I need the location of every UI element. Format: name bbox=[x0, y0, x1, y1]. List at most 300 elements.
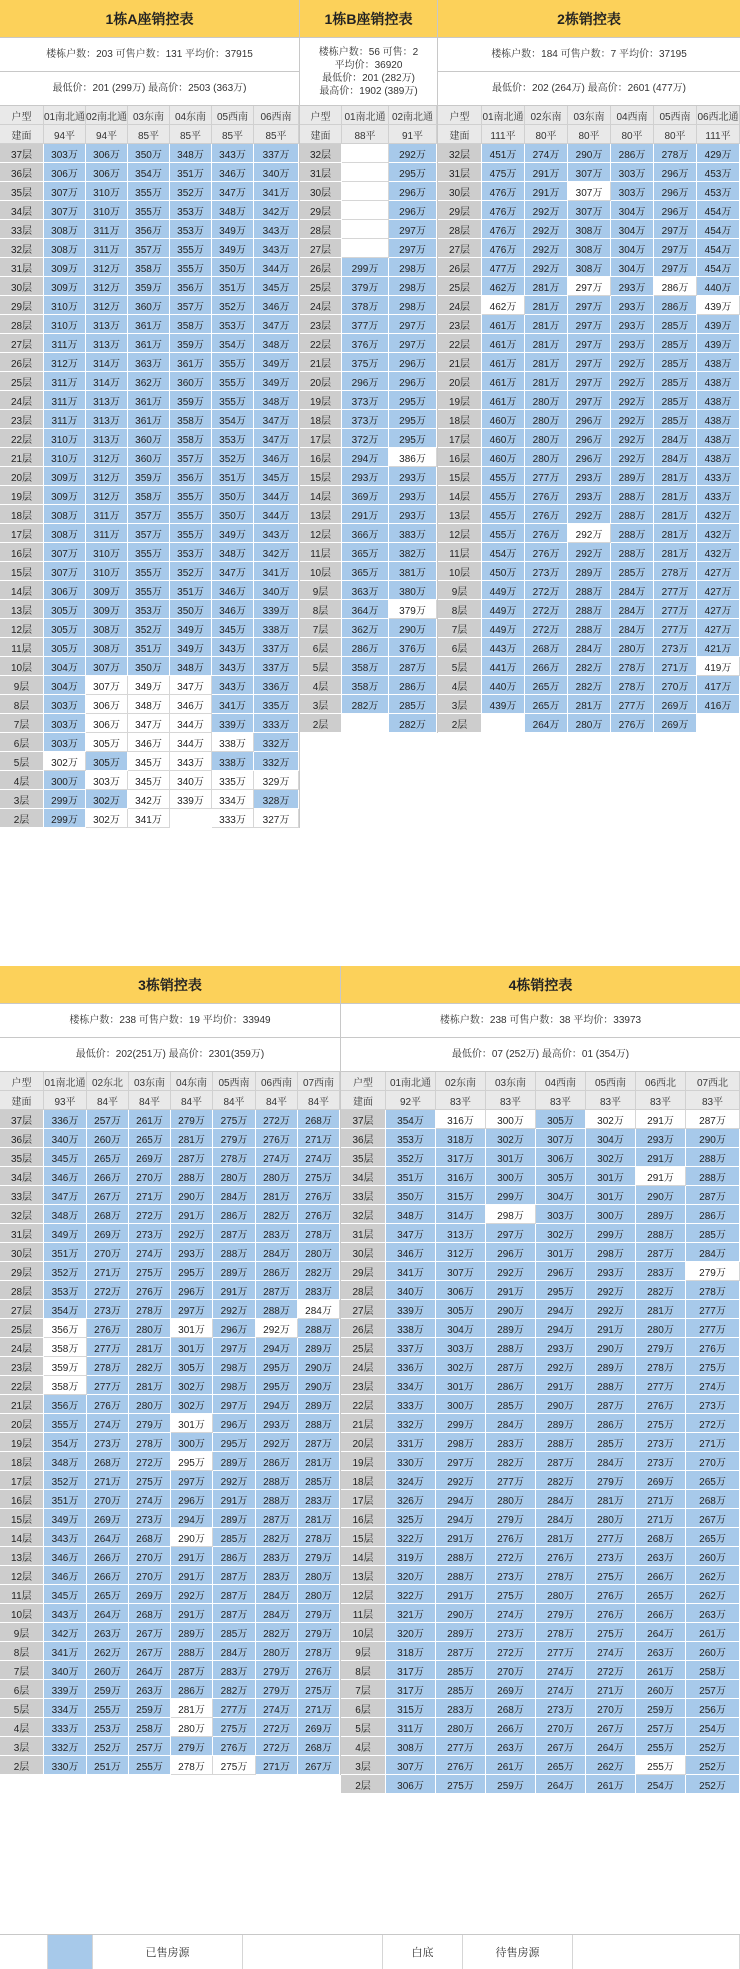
unit-available: 306万 bbox=[86, 695, 128, 714]
unit-sold: 288万 bbox=[568, 600, 611, 619]
table-price-range: 最低价：07 (252万) 最高价：01 (354万) bbox=[341, 1038, 740, 1072]
floor-label: 8层 bbox=[341, 1661, 386, 1680]
unit-sold: 297万 bbox=[171, 1300, 213, 1319]
unit-sold: 348万 bbox=[212, 201, 254, 220]
unit-sold: 365万 bbox=[342, 543, 389, 562]
unit-sold: 343万 bbox=[212, 676, 254, 695]
unit-sold: 283万 bbox=[298, 1281, 340, 1300]
unit-sold: 293万 bbox=[636, 1129, 686, 1148]
unit-available: 278万 bbox=[171, 1756, 213, 1775]
unit-available bbox=[342, 144, 389, 163]
unit-available: 386万 bbox=[389, 448, 437, 467]
unit-sold: 362万 bbox=[342, 619, 389, 638]
unit-sold: 340万 bbox=[254, 581, 299, 600]
unit-sold: 343万 bbox=[254, 220, 299, 239]
unit-sold: 297万 bbox=[568, 353, 611, 372]
unit-sold: 355万 bbox=[128, 581, 170, 600]
unit-sold: 289万 bbox=[611, 467, 654, 486]
table-summary: 楼栋户数：203 可售户数：131 平均价：37915 bbox=[0, 38, 299, 72]
unit-sold: 289万 bbox=[213, 1262, 256, 1281]
unit-sold: 304万 bbox=[611, 258, 654, 277]
unit-sold: 312万 bbox=[86, 467, 128, 486]
unit-header: 06西北通 bbox=[697, 106, 740, 125]
unit-sold: 286万 bbox=[213, 1205, 256, 1224]
unit-header: 02东南 bbox=[436, 1072, 486, 1091]
unit-sold: 281万 bbox=[256, 1186, 298, 1205]
unit-sold: 293万 bbox=[611, 296, 654, 315]
unit-sold: 263万 bbox=[486, 1737, 536, 1756]
unit-sold: 307万 bbox=[44, 182, 86, 201]
unit-sold: 281万 bbox=[654, 505, 697, 524]
unit-sold: 306万 bbox=[436, 1281, 486, 1300]
floor-label: 26层 bbox=[0, 353, 44, 372]
unit-sold: 417万 bbox=[697, 676, 740, 695]
unit-sold: 355万 bbox=[212, 372, 254, 391]
floor-label: 16层 bbox=[300, 448, 342, 467]
unit-sold: 295万 bbox=[389, 163, 437, 182]
unit-sold: 276万 bbox=[525, 505, 568, 524]
unit-sold: 265万 bbox=[87, 1585, 129, 1604]
unit-sold: 347万 bbox=[212, 562, 254, 581]
floor-label: 9层 bbox=[438, 581, 482, 600]
unit-sold: 271万 bbox=[256, 1756, 298, 1775]
unit-sold: 280万 bbox=[256, 1167, 298, 1186]
unit-sold: 308万 bbox=[568, 258, 611, 277]
floor-label: 24层 bbox=[0, 391, 44, 410]
unit-sold: 476万 bbox=[482, 201, 525, 220]
unit-sold: 286万 bbox=[486, 1376, 536, 1395]
unit-sold: 339万 bbox=[254, 600, 299, 619]
unit-sold: 290万 bbox=[486, 1300, 536, 1319]
unit-available: 338万 bbox=[212, 733, 254, 752]
unit-available: 279万 bbox=[686, 1262, 740, 1281]
unit-sold: 337万 bbox=[386, 1338, 436, 1357]
unit-sold: 264万 bbox=[87, 1528, 129, 1547]
unit-sold: 350万 bbox=[212, 258, 254, 277]
unit-available: 339万 bbox=[170, 790, 212, 809]
unit-sold: 305万 bbox=[44, 600, 86, 619]
unit-sold: 306万 bbox=[44, 581, 86, 600]
unit-sold: 281万 bbox=[525, 353, 568, 372]
unit-sold: 460万 bbox=[482, 448, 525, 467]
unit-sold: 293万 bbox=[568, 486, 611, 505]
unit-sold: 296万 bbox=[486, 1243, 536, 1262]
unit-header: 06西南 bbox=[254, 106, 299, 125]
floor-label: 28层 bbox=[0, 1281, 44, 1300]
unit-sold: 292万 bbox=[389, 144, 437, 163]
unit-sold: 476万 bbox=[482, 220, 525, 239]
unit-sold: 287万 bbox=[171, 1148, 213, 1167]
unit-sold: 277万 bbox=[213, 1699, 256, 1718]
unit-sold: 280万 bbox=[298, 1585, 340, 1604]
unit-sold: 439万 bbox=[697, 315, 740, 334]
floor-label: 28层 bbox=[438, 220, 482, 239]
unit-sold: 293万 bbox=[342, 467, 389, 486]
floor-label: 26层 bbox=[341, 1319, 386, 1338]
unit-sold: 290万 bbox=[298, 1376, 340, 1395]
unit-sold: 252万 bbox=[686, 1775, 740, 1794]
unit-sold: 258万 bbox=[686, 1661, 740, 1680]
unit-sold: 281万 bbox=[129, 1338, 171, 1357]
unit-sold: 460万 bbox=[482, 429, 525, 448]
unit-sold: 276万 bbox=[525, 543, 568, 562]
unit-sold: 267万 bbox=[586, 1718, 636, 1737]
unit-sold: 293万 bbox=[611, 277, 654, 296]
unit-sold: 453万 bbox=[697, 182, 740, 201]
unit-sold: 269万 bbox=[298, 1718, 340, 1737]
unit-sold: 285万 bbox=[654, 372, 697, 391]
floor-label: 21层 bbox=[300, 353, 342, 372]
floor-label: 15层 bbox=[300, 467, 342, 486]
unit-sold: 361万 bbox=[128, 410, 170, 429]
unit-sold: 281万 bbox=[298, 1452, 340, 1471]
unit-sold: 339万 bbox=[44, 1680, 87, 1699]
unit-sold: 460万 bbox=[482, 410, 525, 429]
unit-sold: 308万 bbox=[44, 220, 86, 239]
unit-sold: 267万 bbox=[129, 1623, 171, 1642]
unit-sold: 266万 bbox=[636, 1566, 686, 1585]
area-label: 建面 bbox=[0, 1091, 44, 1110]
unit-sold: 359万 bbox=[128, 277, 170, 296]
unit-sold: 296万 bbox=[389, 372, 437, 391]
unit-sold: 288万 bbox=[536, 1433, 586, 1452]
unit-sold: 284万 bbox=[486, 1414, 536, 1433]
unit-sold: 273万 bbox=[525, 562, 568, 581]
unit-sold: 274万 bbox=[525, 144, 568, 163]
unit-sold: 264万 bbox=[87, 1604, 129, 1623]
unit-sold: 288万 bbox=[436, 1566, 486, 1585]
unit-area: 91平 bbox=[389, 125, 437, 144]
unit-sold: 357万 bbox=[128, 524, 170, 543]
unit-sold: 276万 bbox=[129, 1281, 171, 1300]
unit-sold: 271万 bbox=[87, 1471, 129, 1490]
unit-available: 287万 bbox=[686, 1110, 740, 1129]
sales-grid bbox=[438, 106, 740, 733]
floor-label: 24层 bbox=[438, 296, 482, 315]
unit-sold: 282万 bbox=[213, 1680, 256, 1699]
legend-spacer bbox=[243, 1935, 383, 1969]
unit-sold: 341万 bbox=[386, 1262, 436, 1281]
unit-sold: 306万 bbox=[44, 163, 86, 182]
unit-sold: 311万 bbox=[86, 505, 128, 524]
unit-sold: 289万 bbox=[486, 1319, 536, 1338]
unit-sold: 427万 bbox=[697, 581, 740, 600]
unit-available: 303万 bbox=[86, 771, 128, 790]
unit-sold: 291万 bbox=[525, 163, 568, 182]
unit-sold: 352万 bbox=[212, 296, 254, 315]
unit-sold: 312万 bbox=[436, 1243, 486, 1262]
unit-available bbox=[482, 714, 525, 733]
unit-sold: 317万 bbox=[386, 1661, 436, 1680]
unit-sold: 292万 bbox=[436, 1471, 486, 1490]
unit-sold: 296万 bbox=[171, 1281, 213, 1300]
unit-sold: 291万 bbox=[636, 1148, 686, 1167]
unit-sold: 303万 bbox=[44, 733, 86, 752]
unit-sold: 276万 bbox=[298, 1661, 340, 1680]
unit-sold: 292万 bbox=[568, 543, 611, 562]
unit-sold: 281万 bbox=[654, 467, 697, 486]
unit-sold: 353万 bbox=[170, 201, 212, 220]
unit-sold: 345万 bbox=[212, 619, 254, 638]
unit-sold: 271万 bbox=[636, 1509, 686, 1528]
unit-sold: 282万 bbox=[568, 657, 611, 676]
unit-sold: 291万 bbox=[486, 1281, 536, 1300]
floor-label: 15层 bbox=[438, 467, 482, 486]
unit-available: 342万 bbox=[128, 790, 170, 809]
unit-sold: 278万 bbox=[298, 1528, 340, 1547]
unit-sold: 454万 bbox=[482, 543, 525, 562]
unit-sold: 286万 bbox=[171, 1680, 213, 1699]
unit-header: 01南北通 bbox=[44, 106, 86, 125]
table-price-range: 最低价：202(251万) 最高价：2301(359万) bbox=[0, 1038, 340, 1072]
floor-label: 4层 bbox=[0, 771, 44, 790]
unit-header: 02南北通 bbox=[86, 106, 128, 125]
floor-label: 20层 bbox=[300, 372, 342, 391]
unit-sold: 358万 bbox=[342, 657, 389, 676]
unit-sold: 280万 bbox=[568, 714, 611, 733]
unit-sold: 282万 bbox=[256, 1205, 298, 1224]
unit-sold: 312万 bbox=[86, 448, 128, 467]
unit-header: 04东南 bbox=[170, 106, 212, 125]
unit-sold: 355万 bbox=[170, 524, 212, 543]
unit-sold: 271万 bbox=[686, 1433, 740, 1452]
unit-sold: 291万 bbox=[536, 1376, 586, 1395]
unit-sold: 284万 bbox=[213, 1642, 256, 1661]
unit-sold: 278万 bbox=[536, 1566, 586, 1585]
unit-sold: 355万 bbox=[170, 258, 212, 277]
floor-label: 20层 bbox=[0, 1414, 44, 1433]
floor-label: 16层 bbox=[0, 1490, 44, 1509]
unit-sold: 269万 bbox=[486, 1680, 536, 1699]
unit-sold: 266万 bbox=[486, 1718, 536, 1737]
floor-label: 4层 bbox=[0, 1718, 44, 1737]
unit-sold: 358万 bbox=[128, 258, 170, 277]
unit-sold: 270万 bbox=[536, 1718, 586, 1737]
unit-sold: 311万 bbox=[44, 372, 86, 391]
unit-sold: 293万 bbox=[611, 315, 654, 334]
unit-available: 358万 bbox=[44, 1338, 87, 1357]
unit-sold: 305万 bbox=[44, 619, 86, 638]
floor-label: 12层 bbox=[341, 1585, 386, 1604]
unit-sold: 285万 bbox=[213, 1623, 256, 1642]
unit-sold: 283万 bbox=[436, 1699, 486, 1718]
unit-header: 02东北 bbox=[87, 1072, 129, 1091]
unit-sold: 277万 bbox=[686, 1319, 740, 1338]
floor-label: 21层 bbox=[438, 353, 482, 372]
floor-label: 22层 bbox=[300, 334, 342, 353]
table-2 bbox=[438, 0, 740, 733]
floor-label: 19层 bbox=[0, 486, 44, 505]
floor-label: 19层 bbox=[300, 391, 342, 410]
floor-label: 5层 bbox=[0, 1699, 44, 1718]
unit-sold: 314万 bbox=[86, 353, 128, 372]
floor-label: 17层 bbox=[0, 524, 44, 543]
unit-sold: 259万 bbox=[636, 1699, 686, 1718]
unit-header: 01南北通 bbox=[44, 1072, 87, 1091]
unit-available: 307万 bbox=[86, 676, 128, 695]
unit-sold: 275万 bbox=[486, 1585, 536, 1604]
unit-sold: 270万 bbox=[129, 1167, 171, 1186]
unit-sold: 296万 bbox=[654, 182, 697, 201]
floor-label: 25层 bbox=[0, 1319, 44, 1338]
unit-header: 06西南 bbox=[256, 1072, 298, 1091]
unit-sold: 308万 bbox=[386, 1737, 436, 1756]
unit-sold: 312万 bbox=[86, 258, 128, 277]
unit-sold: 317万 bbox=[436, 1148, 486, 1167]
unit-sold: 341万 bbox=[254, 182, 299, 201]
unit-sold: 320万 bbox=[386, 1566, 436, 1585]
unit-sold: 476万 bbox=[482, 182, 525, 201]
unit-sold: 297万 bbox=[568, 296, 611, 315]
unit-sold: 357万 bbox=[170, 296, 212, 315]
floor-label: 23层 bbox=[438, 315, 482, 334]
unit-sold: 461万 bbox=[482, 353, 525, 372]
unit-sold: 355万 bbox=[44, 1414, 87, 1433]
unit-sold: 260万 bbox=[686, 1642, 740, 1661]
unit-available: 297万 bbox=[568, 277, 611, 296]
unit-sold: 301万 bbox=[586, 1167, 636, 1186]
unit-sold: 349万 bbox=[212, 239, 254, 258]
unit-sold: 453万 bbox=[697, 163, 740, 182]
floor-label: 28层 bbox=[341, 1281, 386, 1300]
unit-sold: 280万 bbox=[486, 1490, 536, 1509]
floor-label: 37层 bbox=[0, 144, 44, 163]
floor-label: 27层 bbox=[0, 334, 44, 353]
unit-sold: 421万 bbox=[697, 638, 740, 657]
sales-grid bbox=[341, 1072, 740, 1794]
unit-sold: 311万 bbox=[44, 391, 86, 410]
unit-sold: 270万 bbox=[129, 1566, 171, 1585]
unit-sold: 348万 bbox=[170, 657, 212, 676]
unit-sold: 454万 bbox=[697, 220, 740, 239]
unit-sold: 270万 bbox=[129, 1547, 171, 1566]
unit-sold: 295万 bbox=[389, 410, 437, 429]
unit-sold: 308万 bbox=[44, 505, 86, 524]
floor-label: 10层 bbox=[341, 1623, 386, 1642]
unit-sold: 313万 bbox=[86, 391, 128, 410]
floor-label: 8层 bbox=[0, 1642, 44, 1661]
unit-sold: 277万 bbox=[586, 1528, 636, 1547]
unit-area: 84平 bbox=[256, 1091, 298, 1110]
unit-sold: 287万 bbox=[686, 1186, 740, 1205]
unit-sold: 348万 bbox=[254, 391, 299, 410]
unit-sold: 274万 bbox=[586, 1642, 636, 1661]
unit-sold: 267万 bbox=[87, 1186, 129, 1205]
unit-sold: 355万 bbox=[128, 562, 170, 581]
floor-label: 21层 bbox=[0, 1395, 44, 1414]
unit-area: 94平 bbox=[86, 125, 128, 144]
unit-available bbox=[697, 714, 740, 733]
unit-sold: 292万 bbox=[171, 1224, 213, 1243]
unit-sold: 284万 bbox=[256, 1585, 298, 1604]
unit-sold: 278万 bbox=[611, 676, 654, 695]
unit-area: 85平 bbox=[254, 125, 299, 144]
unit-sold: 268万 bbox=[87, 1205, 129, 1224]
unit-sold: 257万 bbox=[686, 1680, 740, 1699]
unit-sold: 277万 bbox=[87, 1338, 129, 1357]
unit-sold: 304万 bbox=[611, 220, 654, 239]
unit-available: 359万 bbox=[44, 1357, 87, 1376]
unit-sold: 259万 bbox=[486, 1775, 536, 1794]
unit-sold: 351万 bbox=[44, 1243, 87, 1262]
unit-sold: 333万 bbox=[254, 714, 299, 733]
unit-sold: 267万 bbox=[129, 1642, 171, 1661]
floor-label: 3层 bbox=[300, 695, 342, 714]
unit-sold: 364万 bbox=[342, 600, 389, 619]
unit-sold: 298万 bbox=[389, 258, 437, 277]
unit-sold: 314万 bbox=[86, 372, 128, 391]
unit-sold: 272万 bbox=[525, 600, 568, 619]
unit-sold: 273万 bbox=[87, 1300, 129, 1319]
unit-sold: 349万 bbox=[212, 524, 254, 543]
unit-sold: 337万 bbox=[254, 144, 299, 163]
unit-sold: 310万 bbox=[86, 543, 128, 562]
unit-sold: 294万 bbox=[536, 1319, 586, 1338]
unit-sold: 272万 bbox=[256, 1737, 298, 1756]
unit-sold: 360万 bbox=[128, 429, 170, 448]
unit-sold: 275万 bbox=[298, 1680, 340, 1699]
unit-sold: 281万 bbox=[586, 1490, 636, 1509]
unit-sold: 302万 bbox=[86, 790, 128, 809]
unit-sold: 307万 bbox=[568, 201, 611, 220]
floor-label: 3层 bbox=[438, 695, 482, 714]
unit-sold: 288万 bbox=[686, 1148, 740, 1167]
unit-sold: 296万 bbox=[389, 353, 437, 372]
unit-sold: 352万 bbox=[170, 182, 212, 201]
floor-label: 7层 bbox=[0, 714, 44, 733]
unit-sold: 340万 bbox=[44, 1129, 87, 1148]
unit-sold: 321万 bbox=[386, 1604, 436, 1623]
unit-sold: 325万 bbox=[386, 1509, 436, 1528]
unit-available: 335万 bbox=[212, 771, 254, 790]
unit-sold: 300万 bbox=[586, 1205, 636, 1224]
unit-sold: 282万 bbox=[389, 714, 437, 733]
unit-sold: 322万 bbox=[386, 1585, 436, 1604]
unit-sold: 348万 bbox=[44, 1452, 87, 1471]
floor-label: 30层 bbox=[0, 1243, 44, 1262]
unit-sold: 265万 bbox=[686, 1528, 740, 1547]
unit-sold: 306万 bbox=[86, 144, 128, 163]
unit-sold: 427万 bbox=[697, 562, 740, 581]
floor-label: 24层 bbox=[300, 296, 342, 315]
table-3 bbox=[0, 966, 341, 1775]
unit-sold: 292万 bbox=[256, 1433, 298, 1452]
floor-label: 32层 bbox=[341, 1205, 386, 1224]
unit-available: 281万 bbox=[171, 1699, 213, 1718]
unit-sold: 289万 bbox=[568, 562, 611, 581]
unit-sold: 284万 bbox=[213, 1186, 256, 1205]
unit-sold: 291万 bbox=[213, 1281, 256, 1300]
unit-sold: 347万 bbox=[386, 1224, 436, 1243]
unit-sold: 289万 bbox=[213, 1452, 256, 1471]
floor-label: 16层 bbox=[0, 543, 44, 562]
unit-sold: 287万 bbox=[298, 1433, 340, 1452]
unit-sold: 291万 bbox=[171, 1547, 213, 1566]
unit-available: 379万 bbox=[389, 600, 437, 619]
unit-sold: 305万 bbox=[44, 638, 86, 657]
unit-area: 80平 bbox=[611, 125, 654, 144]
unit-sold: 276万 bbox=[87, 1395, 129, 1414]
unit-sold: 290万 bbox=[436, 1604, 486, 1623]
unit-sold: 310万 bbox=[86, 201, 128, 220]
unit-sold: 347万 bbox=[254, 429, 299, 448]
unit-sold: 296万 bbox=[654, 163, 697, 182]
unit-available: 306万 bbox=[86, 714, 128, 733]
unit-sold: 289万 bbox=[586, 1357, 636, 1376]
unit-sold: 292万 bbox=[525, 220, 568, 239]
unit-sold: 277万 bbox=[686, 1300, 740, 1319]
table-title: 2栋销控表 bbox=[438, 0, 740, 38]
